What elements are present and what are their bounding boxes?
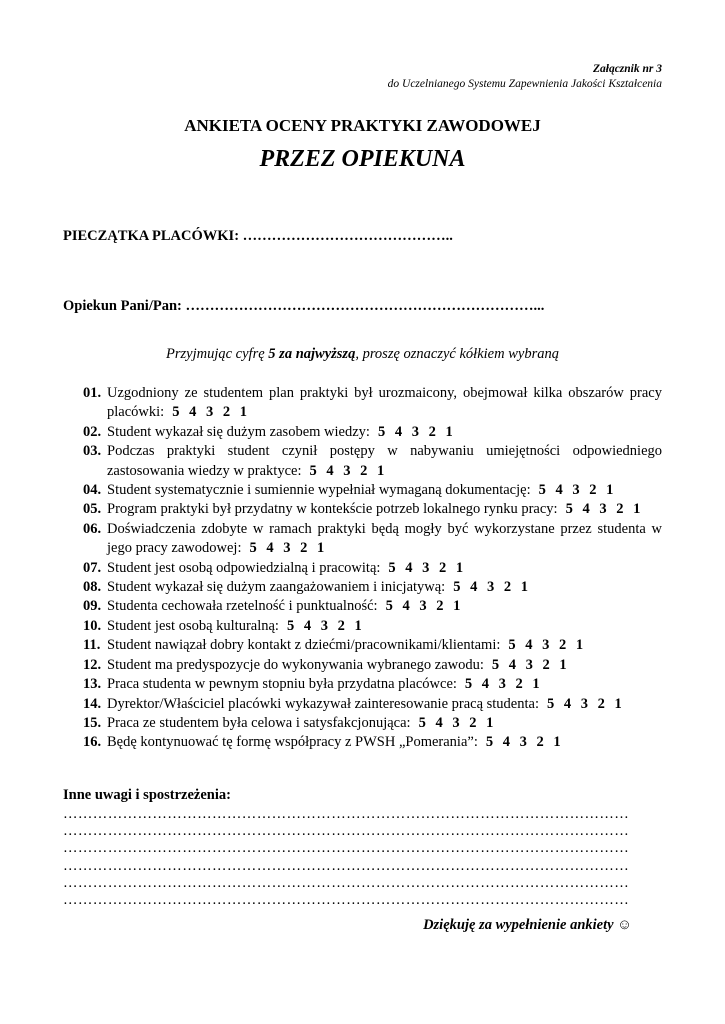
question-item	[83, 656, 662, 675]
rating-scale[interactable]: 5 4 3 2 1	[491, 656, 567, 673]
question-item	[83, 636, 662, 655]
question-label: Dyrektor/Właściciel placówki wykazywał zainteresowanie pracą studenta:	[107, 695, 539, 712]
remarks-line[interactable]: ……………………………………………………………………………………………………	[63, 823, 630, 840]
question-text	[107, 695, 662, 714]
question-label: Praca studenta w pewnym stopniu była przydatna placówce:	[107, 676, 457, 693]
question-label: Podczas praktyki student czynił postępy w nabywaniu umiejętności odpowiedniego zastosowania wiedzy w praktyce:	[107, 443, 662, 479]
question-text	[107, 500, 662, 519]
question-item	[83, 578, 662, 597]
question-label: Student wykazał się dużym zaangażowaniem i inicjatywą:	[107, 579, 446, 596]
question-number: 05.	[83, 501, 102, 518]
instruction-bold: 5 za najwyższą	[268, 346, 356, 362]
guardian-field[interactable]: Opiekun Pani/Pan: ………………………………………………………………...	[63, 298, 545, 314]
stamp-field[interactable]: PIECZĄTKA PLACÓWKI: ……………………………………..	[63, 228, 453, 244]
question-text	[107, 636, 662, 655]
question-number: 14.	[83, 695, 102, 712]
remarks-line[interactable]: ……………………………………………………………………………………………………	[63, 874, 630, 891]
question-number: 16.	[83, 734, 102, 751]
question-label: Program praktyki był przydatny w kontekście potrzeb lokalnego rynku pracy:	[107, 501, 558, 518]
question-item	[83, 520, 662, 559]
question-label: Studenta cechowała rzetelność i punktualność:	[107, 598, 378, 615]
question-number: 13.	[83, 676, 102, 693]
question-item	[83, 733, 662, 752]
question-number: 06.	[83, 520, 102, 537]
instruction-after: , proszę oznaczyć kółkiem wybraną	[355, 346, 559, 362]
rating-scale[interactable]: 5 4 3 2 1	[485, 734, 561, 751]
rating-scale[interactable]: 5 4 3 2 1	[385, 598, 461, 615]
rating-scale[interactable]: 5 4 3 2 1	[538, 482, 614, 499]
thanks-note: Dziękuję za wypełnienie ankiety ☺	[423, 917, 632, 933]
remarks-line[interactable]: ……………………………………………………………………………………………………	[63, 892, 630, 909]
instruction-before: Przyjmując cyfrę	[166, 346, 269, 362]
remarks-label: Inne uwagi i spostrzeżenia:	[63, 787, 231, 803]
question-number: 03.	[83, 443, 102, 460]
question-item	[83, 675, 662, 694]
question-item	[83, 617, 662, 636]
question-label: Student nawiązał dobry kontakt z dziećmi/pracownikami/klientami:	[107, 637, 501, 654]
rating-scale[interactable]: 5 4 3 2 1	[388, 559, 464, 576]
rating-scale[interactable]: 5 4 3 2 1	[464, 676, 540, 693]
rating-scale[interactable]: 5 4 3 2 1	[172, 404, 247, 421]
question-item	[83, 714, 662, 733]
survey-title: ANKIETA OCENY PRAKTYKI ZAWODOWEJ	[184, 116, 541, 135]
question-number: 04.	[83, 482, 102, 499]
question-label: Student jest osobą kulturalną:	[107, 617, 279, 634]
question-number: 15.	[83, 714, 102, 731]
question-label: Student systematycznie i sumiennie wypełniał wymaganą dokumentację:	[107, 482, 531, 499]
annex-note	[388, 62, 662, 92]
rating-scale[interactable]: 5 4 3 2 1	[508, 637, 584, 654]
remarks-line[interactable]: ……………………………………………………………………………………………………	[63, 806, 630, 822]
question-text	[107, 520, 662, 559]
annex-subtitle: do Uczelnianego Systemu Zapewnienia Jakości Kształcenia	[387, 78, 662, 90]
question-item	[83, 384, 662, 423]
remarks-line[interactable]: ……………………………………………………………………………………………………	[63, 840, 630, 857]
annex-title: Załącznik nr 3	[592, 63, 662, 75]
question-label: Doświadczenia zdobyte w ramach praktyki będą mogły być wykorzystane przez studenta w jego pracy zawodowej:	[107, 520, 662, 557]
rating-scale[interactable]: 5 4 3 2 1	[418, 714, 494, 731]
question-label: Będę kontynuować tę formę współpracy z PWSH „Pomerania”:	[107, 734, 478, 751]
instruction	[0, 346, 725, 363]
rating-scale[interactable]: 5 4 3 2 1	[286, 617, 362, 634]
question-text	[107, 384, 662, 423]
question-text	[107, 559, 662, 578]
question-list	[83, 384, 662, 753]
question-number: 02.	[83, 423, 102, 440]
rating-scale[interactable]: 5 4 3 2 1	[309, 462, 385, 479]
question-number: 01.	[83, 385, 102, 401]
question-text	[107, 714, 662, 733]
rating-scale[interactable]: 5 4 3 2 1	[547, 695, 622, 712]
rating-scale[interactable]: 5 4 3 2 1	[377, 423, 453, 440]
question-text	[107, 578, 662, 597]
question-number: 12.	[83, 656, 102, 673]
question-text	[107, 656, 662, 675]
question-label: Praca ze studentem była celowa i satysfakcjonująca:	[107, 714, 411, 731]
question-item	[83, 481, 662, 500]
rating-scale[interactable]: 5 4 3 2 1	[249, 540, 325, 557]
survey-subtitle: PRZEZ OPIEKUNA	[259, 146, 466, 172]
question-text	[107, 597, 662, 616]
question-text	[107, 617, 662, 636]
question-number: 11.	[83, 637, 101, 654]
question-text	[107, 442, 662, 481]
remarks-line[interactable]: ……………………………………………………………………………………………………	[63, 857, 630, 874]
question-number: 08.	[83, 579, 102, 596]
question-item	[83, 442, 662, 481]
question-label: Student wykazał się dużym zasobem wiedzy:	[107, 423, 370, 440]
question-item	[83, 695, 662, 714]
question-item	[83, 500, 662, 519]
question-item	[83, 559, 662, 578]
question-number: 10.	[83, 617, 102, 634]
question-text	[107, 481, 662, 500]
question-number: 07.	[83, 559, 102, 576]
rating-scale[interactable]: 5 4 3 2 1	[565, 501, 641, 518]
remarks-lines[interactable]	[63, 806, 662, 909]
question-item	[83, 597, 662, 616]
question-label: Student ma predyspozycje do wykonywania wybranego zawodu:	[107, 656, 484, 673]
rating-scale[interactable]: 5 4 3 2 1	[453, 579, 528, 596]
question-text	[107, 733, 662, 752]
question-label: Student jest osobą odpowiedzialną i pracowitą:	[107, 559, 381, 576]
question-label: Uzgodniony ze studentem plan praktyki był urozmaicony, obejmował kilka obszarów pracy placówki:	[107, 385, 662, 421]
question-item	[83, 423, 662, 442]
question-number: 09.	[83, 598, 102, 615]
question-text	[107, 675, 662, 694]
question-text	[107, 423, 662, 442]
